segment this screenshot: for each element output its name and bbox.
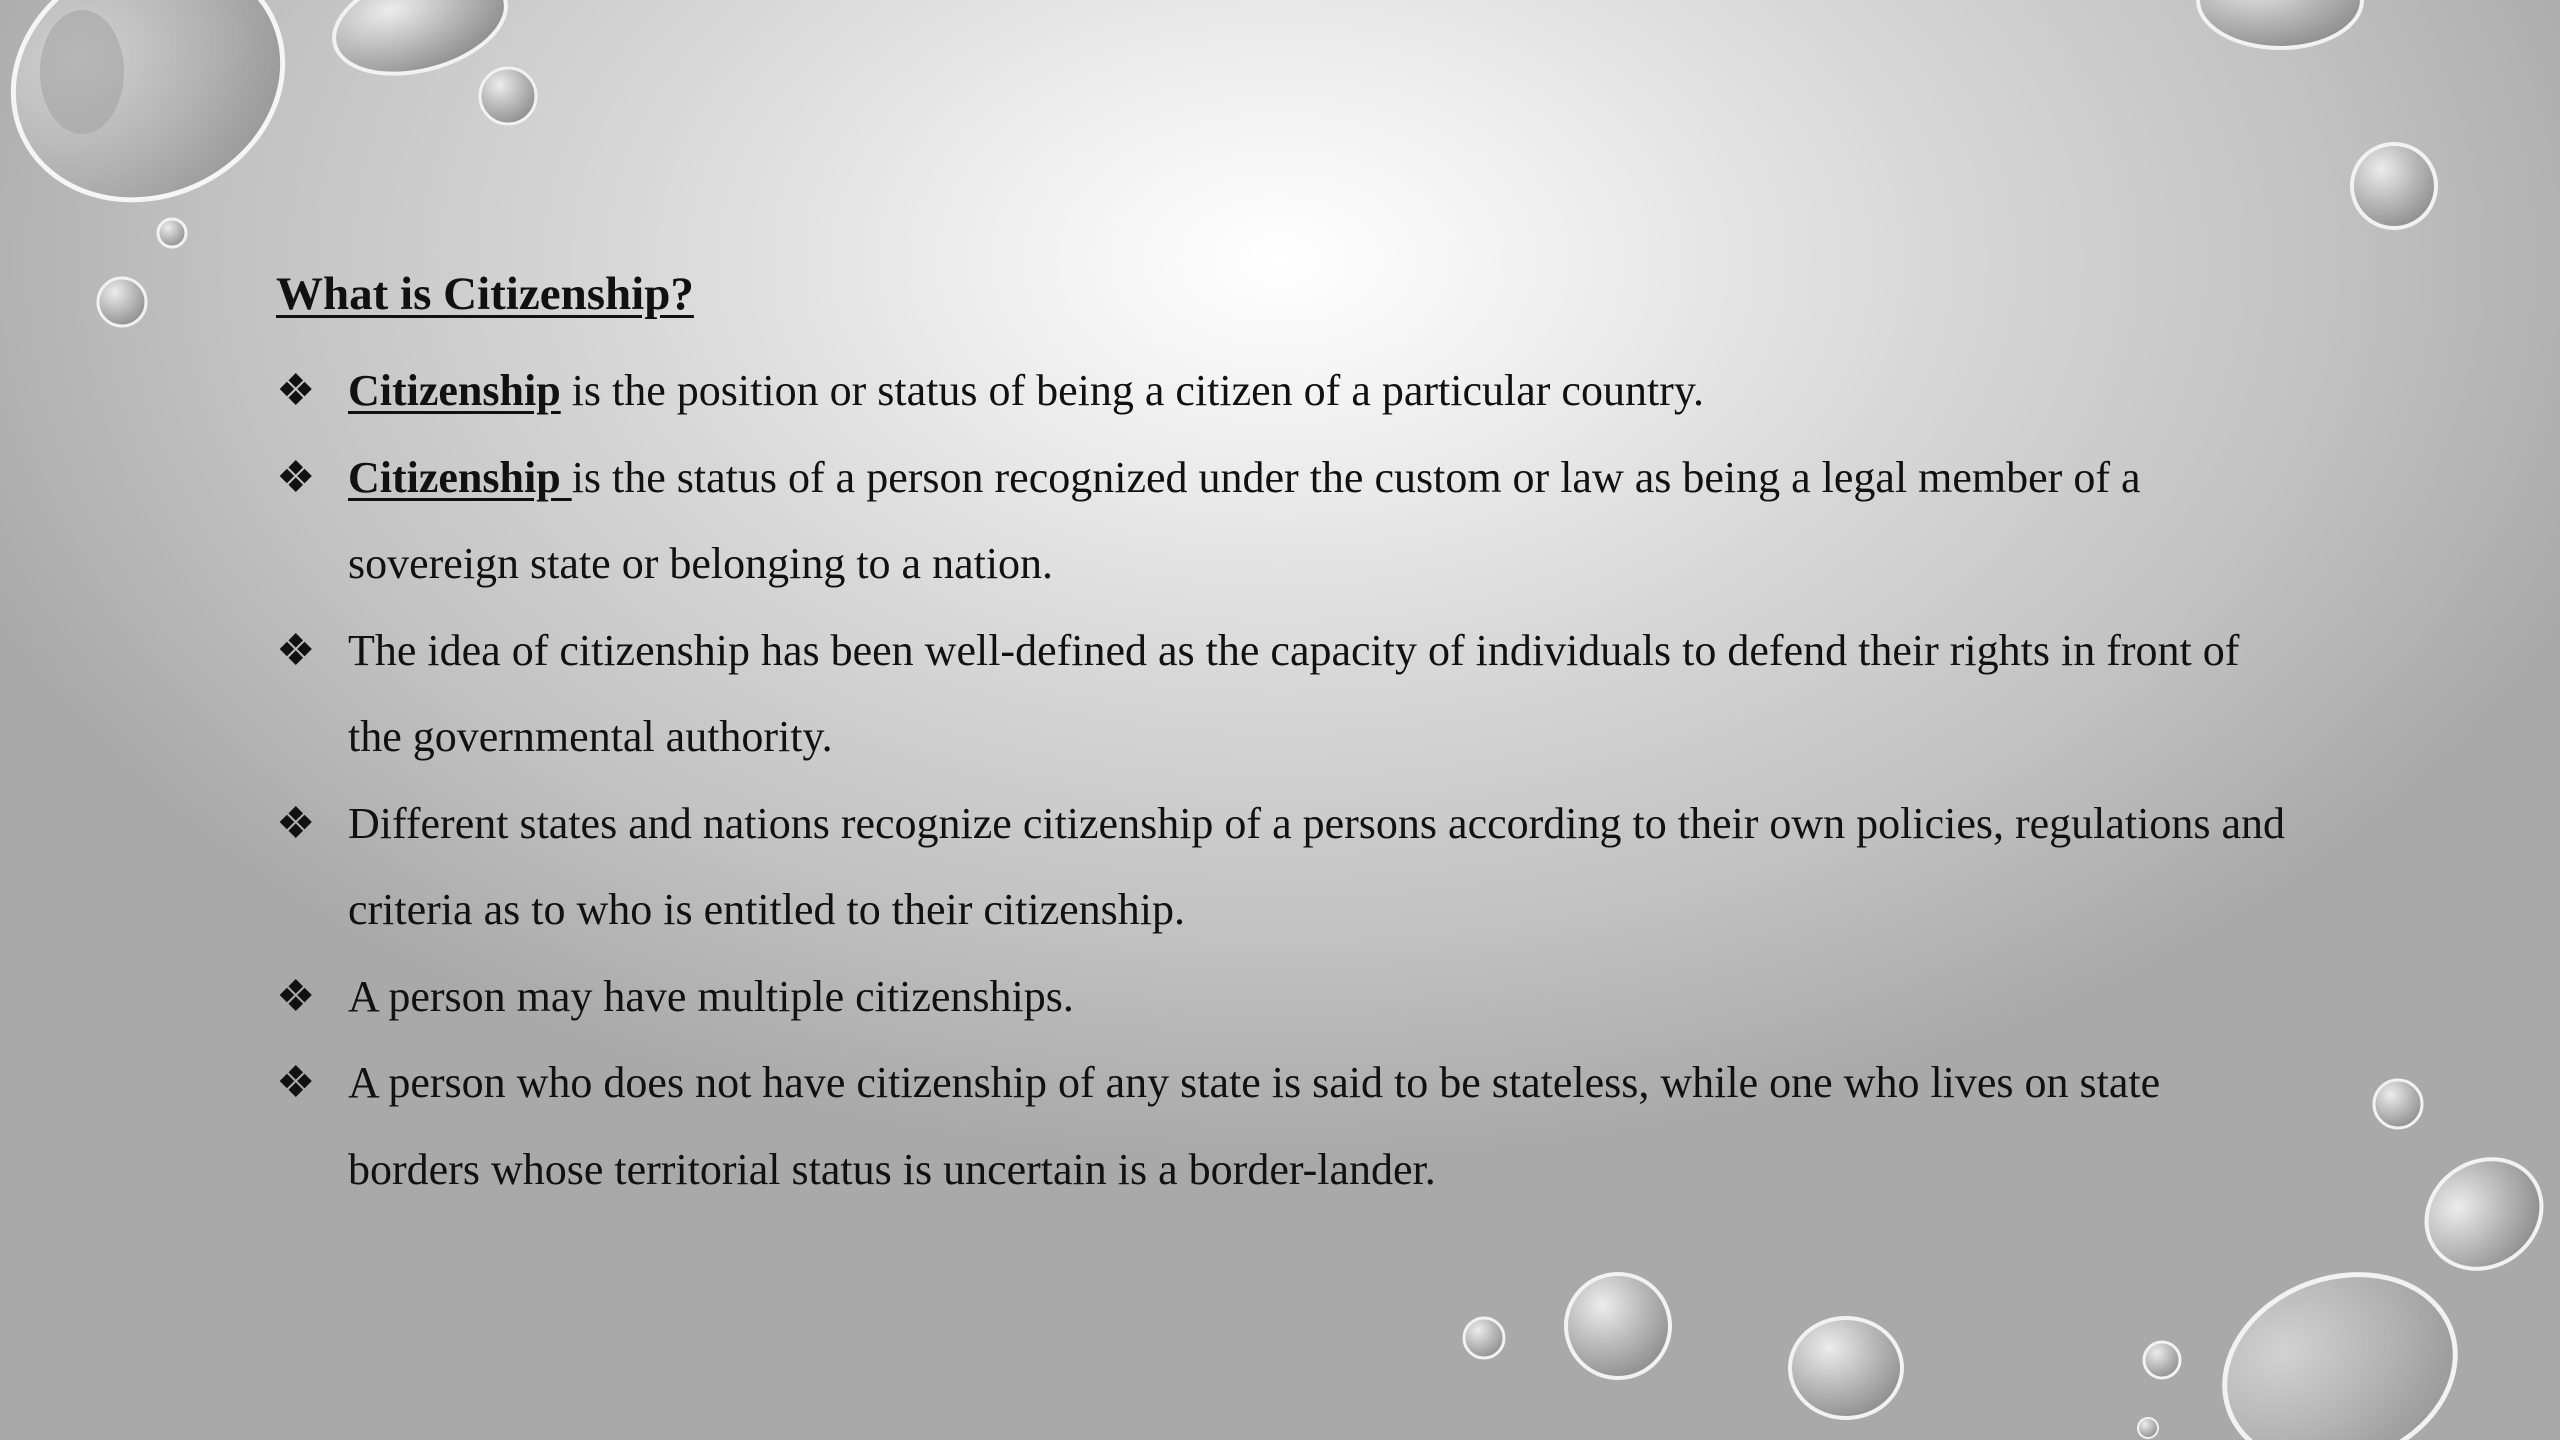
bullet-text: Different states and nations recognize citizenship of a persons according to their own policies, regulations and criteria as to who is entitled to their citizenship.	[348, 798, 2286, 934]
diamond-bullet-icon: ❖	[276, 625, 316, 675]
bullet-text: is the position or status of being a citizen of a particular country.	[560, 366, 1704, 415]
bullet-text: A person who does not have citizenship of any state is said to be stateless, while one who lives on state borders whose territorial status is uncertain is a border-lander.	[348, 1058, 2161, 1194]
diamond-bullet-icon: ❖	[276, 798, 316, 848]
slide-content	[276, 258, 2286, 1213]
water-drop-right-medium	[2405, 1137, 2560, 1291]
water-drop-top-left-small	[480, 68, 536, 124]
bullet-item-6	[276, 1040, 2286, 1213]
water-drop-bottom-center-tiny	[1464, 1318, 1504, 1358]
bullet-item-2	[276, 435, 2286, 608]
water-drop-bottom-right-large	[2198, 1243, 2483, 1440]
bullet-list	[276, 348, 2286, 1213]
water-drop-left	[98, 278, 146, 326]
bullet-term: Citizenship	[348, 452, 572, 502]
water-drop-top-right-large	[2198, 0, 2362, 48]
water-drop-bottom-right-tiny	[2138, 1342, 2180, 1438]
bullet-term: Citizenship	[348, 366, 561, 415]
water-drop-top-left-tiny	[158, 219, 186, 247]
bullet-item-3	[276, 608, 2286, 781]
diamond-bullet-icon: ❖	[276, 366, 316, 415]
diamond-bullet-icon: ❖	[276, 452, 316, 502]
water-drop-top-right-small	[2352, 144, 2436, 228]
bullet-item-4	[276, 781, 2286, 954]
water-drop-top-left-large	[0, 0, 323, 243]
bullet-text: is the status of a person recognized under the custom or law as being a legal member of a sovereign state or belonging to a nation.	[348, 452, 2141, 588]
diamond-bullet-icon: ❖	[276, 971, 316, 1021]
water-drop-right-small	[2374, 1080, 2422, 1128]
water-drop-bottom-center-medium	[1566, 1274, 1670, 1378]
bullet-text: The idea of citizenship has been well-defined as the capacity of individuals to defend their rights in front of the governmental authority.	[348, 625, 2240, 761]
bullet-item-5	[276, 954, 2286, 1041]
slide-title: What is Citizenship?	[276, 268, 694, 320]
diamond-bullet-icon: ❖	[276, 1058, 316, 1107]
bullet-item-1	[276, 348, 2286, 435]
bullet-text: A person may have multiple citizenships.	[348, 971, 1074, 1021]
water-drop-bottom-center-large	[1790, 1318, 1902, 1418]
